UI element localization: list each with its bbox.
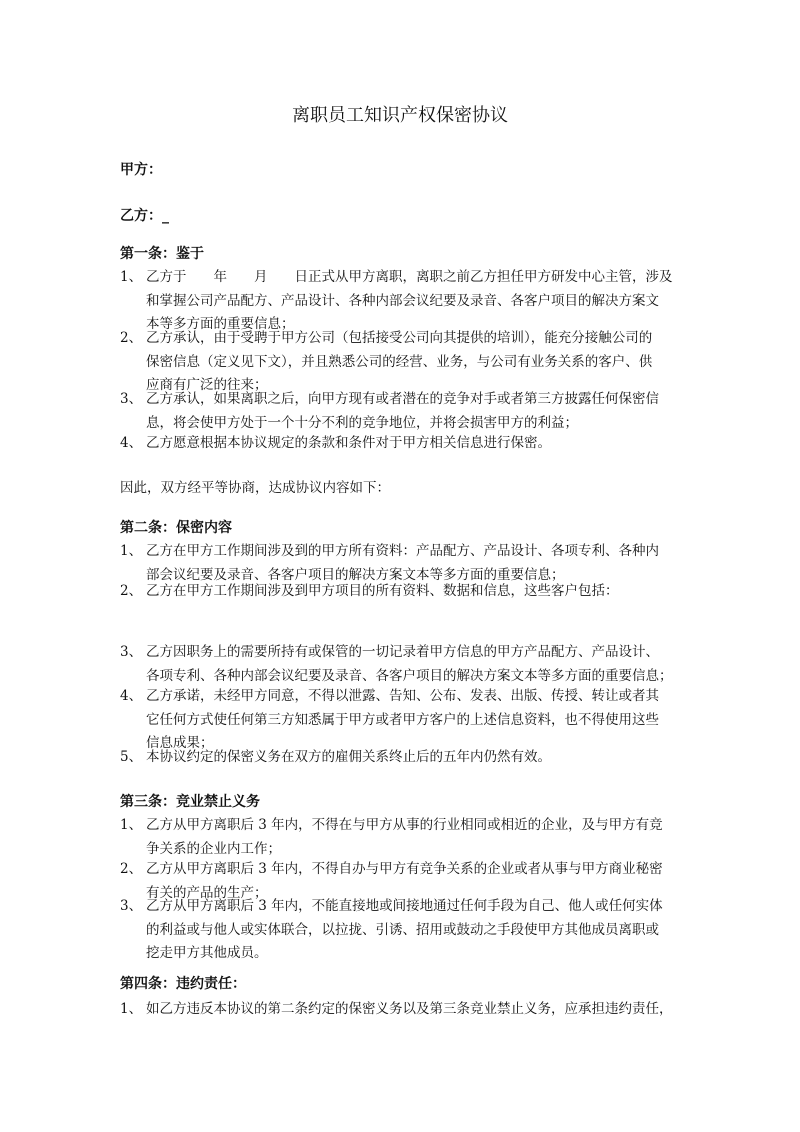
item-line: 各项专利、各种内部会议纪要及录音、各客户项目的解决方案文本等多方面的重要信息；: [146, 667, 673, 684]
list-item: [120, 685, 686, 756]
item-number: 1、: [120, 817, 143, 833]
item-number: 2、: [120, 861, 143, 877]
section-3-heading: 第三条：竞业禁止义务: [120, 794, 260, 810]
list-item: [120, 998, 686, 1022]
item-text: [146, 327, 686, 398]
party-b-label: 乙方：_: [120, 208, 169, 224]
item-line: 本协议约定的保密义务在双方的雇佣关系终止后的五年内仍然有效。: [146, 749, 551, 765]
item-number: 1、: [120, 269, 143, 285]
item-line: 有关的产品的生产；: [146, 884, 268, 901]
item-text: [146, 746, 686, 770]
item-number: 2、: [120, 583, 143, 599]
item-line: 乙方于 年 月 日正式从甲方离职，离职之前乙方担任甲方研发中心主管，涉及: [146, 269, 673, 285]
list-item: [120, 814, 686, 861]
item-line: 乙方因职务上的需要所持有或保管的一切记录着甲方信息的甲方产品配方、产品设计、: [146, 644, 659, 660]
item-number: 4、: [120, 688, 143, 704]
item-text: [146, 432, 686, 456]
item-line: 息，将会使甲方处于一个十分不利的竞争地位，并将会损害甲方的利益；: [146, 414, 578, 431]
list-item: [120, 266, 686, 337]
section-1-heading: 第一条：鉴于: [120, 246, 204, 262]
item-line: 乙方从甲方离职后 3 年内，不得在与甲方从事的行业相同或相近的企业，及与甲方有竞: [146, 817, 663, 833]
item-line: 乙方愿意根据本协议规定的条款和条件对于甲方相关信息进行保密。: [146, 435, 551, 451]
list-item: [120, 580, 686, 604]
item-text: [146, 685, 686, 756]
item-line: 部会议纪要及录音、各客户项目的解决方案文本等多方面的重要信息；: [146, 566, 565, 583]
page-title: 离职员工知识产权保密协议: [292, 105, 508, 126]
item-line: 乙方承诺，未经甲方同意，不得以泄露、告知、公布、发表、出版、传授、转让或者其: [146, 688, 659, 704]
item-line: 乙方从甲方离职后 3 年内，不得自办与甲方有竞争关系的企业或者从事与甲方商业秘密: [146, 861, 663, 877]
list-item: [120, 388, 686, 435]
item-line: 信息成果；: [146, 735, 214, 751]
item-text: [146, 266, 686, 337]
item-text: [146, 895, 686, 966]
item-number: 5、: [120, 749, 143, 765]
item-number: 4、: [120, 435, 143, 451]
section-4-heading: 第四条：违约责任：: [120, 976, 246, 992]
list-item: [120, 432, 686, 456]
item-line: 挖走甲方其他成员。: [146, 945, 268, 961]
item-number: 1、: [120, 1001, 143, 1017]
item-text: [146, 580, 686, 604]
item-line: 乙方承认，由于受聘于甲方公司（包括接受公司向其提供的培训），能充分接触公司的: [146, 330, 653, 346]
item-number: 1、: [120, 543, 143, 559]
item-text: [146, 814, 686, 861]
item-line: 本等多方面的重要信息；: [146, 316, 295, 332]
item-line: 的利益或与他人或实体联合，以拉拢、引诱、招用或鼓动之手段使甲方其他成员离职或: [146, 921, 659, 938]
list-item: [120, 327, 686, 398]
item-number: 3、: [120, 391, 143, 407]
item-line: 争关系的企业内工作；: [146, 840, 281, 857]
item-line: 它任何方式使任何第三方知悉属于甲方或者甲方客户的上述信息资料，也不得使用这些: [146, 711, 659, 728]
section-2-heading: 第二条：保密内容: [120, 520, 232, 536]
list-item: [120, 746, 686, 770]
item-line: 乙方在甲方工作期间涉及到甲方项目的所有资料、数据和信息，这些客户包括：: [146, 583, 619, 599]
item-line: 应商有广泛的往来；: [146, 377, 268, 393]
list-item: [120, 895, 686, 966]
item-line: 如乙方违反本协议的第二条约定的保密义务以及第三条竞业禁止义务，应承担违约责任，: [146, 1001, 673, 1017]
item-line: 乙方从甲方离职后 3 年内，不能直接地或间接地通过任何手段为自己、他人或任何实体: [146, 898, 663, 914]
item-line: 乙方在甲方工作期间涉及到的甲方所有资料：产品配方、产品设计、各项专利、各种内: [146, 543, 659, 559]
therefore-line: 因此，双方经平等协商，达成协议内容如下：: [120, 480, 390, 496]
item-text: [146, 388, 686, 435]
item-number: 3、: [120, 898, 143, 914]
item-number: 2、: [120, 330, 143, 346]
item-number: 3、: [120, 644, 143, 660]
item-text: [146, 998, 686, 1022]
party-a-label: 甲方：: [120, 162, 162, 178]
item-line: 和掌握公司产品配方、产品设计、各种内部会议纪要及录音、各客户项目的解决方案文: [146, 292, 659, 309]
item-line: 保密信息（定义见下文），并且熟悉公司的经营、业务，与公司有业务关系的客户、供: [146, 353, 653, 370]
item-text: [146, 641, 686, 688]
list-item: [120, 641, 686, 688]
item-line: 乙方承认，如果离职之后，向甲方现有或者潜在的竞争对手或者第三方披露任何保密信: [146, 391, 659, 407]
